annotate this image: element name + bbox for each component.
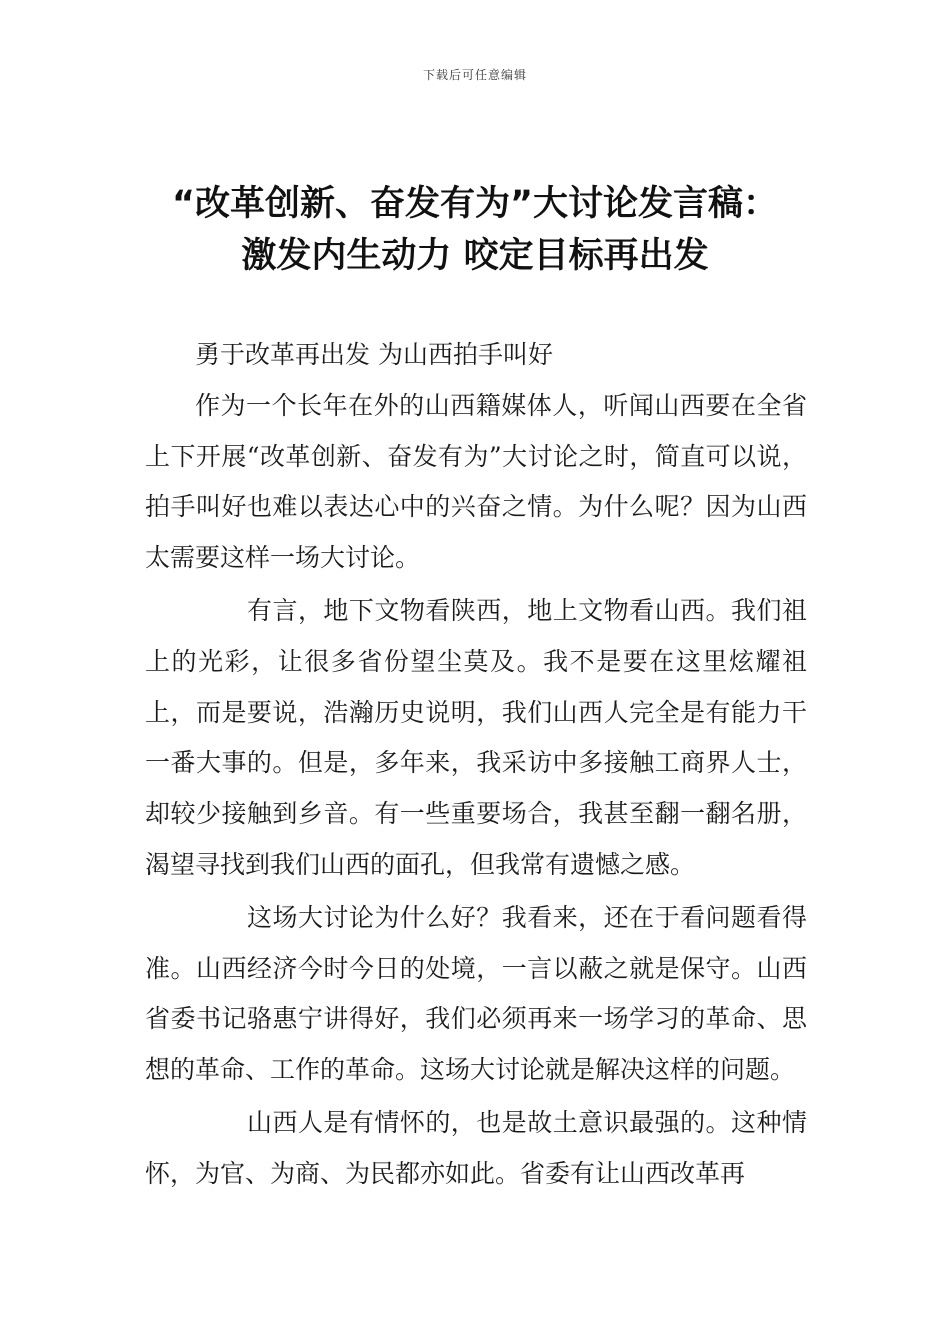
document-body bbox=[145, 330, 807, 1200]
paragraph-1: 作为一个长年在外的山西籍媒体人，听闻山西要在全省上下开展“改革创新、奋发有为”大讨论之时，简直可以说，拍手叫好也难以表达心中的兴奋之情。为什么呢？因为山西太需要这样一场大讨论。 bbox=[145, 390, 807, 573]
title-line-1: “改革创新、奋发有为”大讨论发言稿： bbox=[171, 184, 778, 224]
document-title bbox=[100, 178, 850, 282]
paragraph-2: 有言，地下文物看陕西，地上文物看山西。我们祖上的光彩，让很多省份望尘莫及。我不是要在这里炫耀祖上，而是要说，浩瀚历史说明，我们山西人完全是有能力干一番大事的。但是，多年来，我采访中多接触工商界人士，却较少接触到乡音。有一些重要场合，我甚至翻一翻名册，渴望寻找到我们山西的面孔，但我常有遗憾之感。 bbox=[145, 595, 807, 879]
paragraph-4: 山西人是有情怀的，也是故土意识最强的。这种情怀，为官、为商、为民都亦如此。省委有让山西改革再 bbox=[145, 1107, 807, 1188]
header-note: 下载后可任意编辑 bbox=[422, 68, 527, 82]
section-subheading: 勇于改革再出发 为山西拍手叫好 bbox=[195, 340, 553, 369]
paragraph-3: 这场大讨论为什么好？我看来，还在于看问题看得准。山西经济今时今日的处境，一言以蔽之就是保守。山西省委书记骆惠宁讲得好，我们必须再来一场学习的革命、思想的革命、工作的革命。这场大讨论就是解决这样的问题。 bbox=[145, 902, 807, 1085]
title-line-2: 激发内生动力 咬定目标再出发 bbox=[241, 236, 709, 276]
